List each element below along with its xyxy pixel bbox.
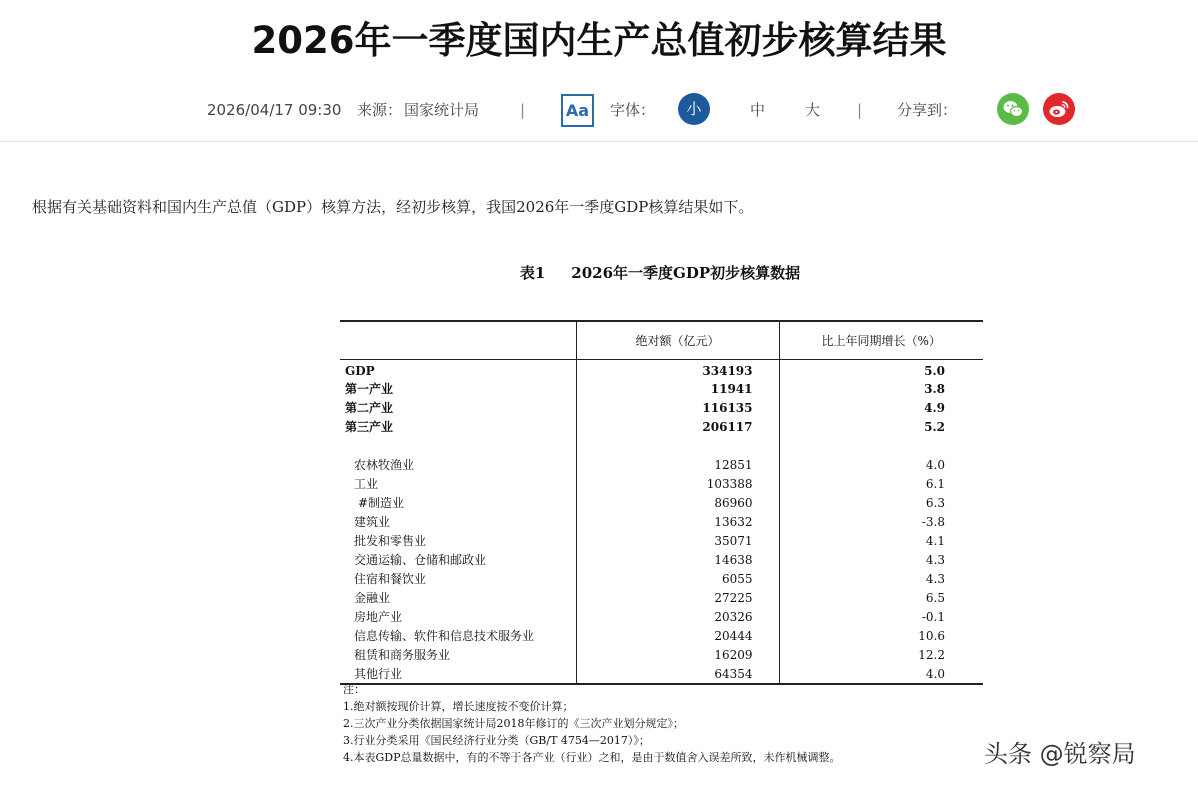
table-row	[340, 418, 983, 437]
row-value: 103388	[576, 475, 779, 494]
table-row	[340, 494, 983, 513]
share-label: 分享到：	[897, 101, 958, 119]
table-row	[340, 627, 983, 646]
table-header-item	[340, 321, 576, 359]
table-caption-number: 表1	[519, 264, 546, 282]
row-name: 房地产业	[354, 610, 403, 624]
row-growth: -3.8	[779, 513, 983, 532]
table-row	[340, 475, 983, 494]
publish-datetime: 2026/04/17 09:30	[207, 101, 342, 119]
row-value: 116135	[576, 399, 779, 418]
row-name: 批发和零售业	[354, 534, 427, 548]
row-growth: 6.1	[779, 475, 983, 494]
watermark: 头条 @锐察局	[984, 740, 1136, 768]
row-name: 农林牧渔业	[354, 458, 415, 472]
table-header-row	[340, 321, 983, 359]
row-value: 11941	[576, 380, 779, 399]
table-header-growth: 比上年同期增长（%）	[779, 321, 983, 359]
table-row	[340, 589, 983, 608]
font-size-medium-button[interactable]: 中	[750, 101, 766, 119]
row-growth: 4.1	[779, 532, 983, 551]
row-name: 第三产业	[345, 420, 394, 434]
row-name: 第二产业	[345, 401, 394, 415]
row-name: 工业	[354, 477, 379, 491]
row-growth: 5.2	[779, 418, 983, 437]
table-row	[340, 570, 983, 589]
row-value: 86960	[576, 494, 779, 513]
row-growth: 4.0	[779, 665, 983, 684]
row-value: 14638	[576, 551, 779, 570]
article-intro: 根据有关基础资料和国内生产总值（GDP）核算方法，经初步核算，我国2026年一季度GDP核算结果如下。	[32, 198, 754, 216]
row-value: 20444	[576, 627, 779, 646]
table-notes	[343, 681, 841, 766]
wechat-share-button[interactable]	[997, 93, 1029, 125]
table-row	[340, 456, 983, 475]
row-value: 64354	[576, 665, 779, 684]
row-value: 20326	[576, 608, 779, 627]
row-name: 住宿和餐饮业	[354, 572, 427, 586]
row-value: 206117	[576, 418, 779, 437]
table-row	[340, 551, 983, 570]
weibo-icon	[1043, 93, 1075, 125]
table-header-value: 绝对额（亿元）	[576, 321, 779, 359]
table-row	[340, 399, 983, 418]
row-growth: 4.3	[779, 570, 983, 589]
row-name: #制造业	[358, 496, 405, 510]
font-size-label: 字体：	[610, 101, 656, 119]
table-row	[340, 532, 983, 551]
page-title: 2026年一季度国内生产总值初步核算结果	[251, 19, 947, 62]
font-size-small-button[interactable]: 小	[678, 93, 710, 125]
source-label: 来源：	[357, 101, 403, 119]
row-growth: 6.5	[779, 589, 983, 608]
article-meta-bar	[0, 90, 1198, 130]
row-value: 27225	[576, 589, 779, 608]
table-row	[340, 513, 983, 532]
row-growth: 5.0	[779, 359, 983, 380]
row-name: 金融业	[354, 591, 391, 605]
row-value: 334193	[576, 359, 779, 380]
table-spacer-row	[340, 437, 983, 456]
meta-separator: |	[520, 101, 526, 119]
weibo-share-button[interactable]	[1043, 93, 1075, 125]
row-name: 信息传输、软件和信息技术服务业	[354, 629, 535, 643]
note-line: 2.三次产业分类依据国家统计局2018年修订的《三次产业划分规定》；	[343, 717, 684, 730]
row-name: 租赁和商务服务业	[354, 648, 451, 662]
font-size-aa-icon[interactable]: Aa	[561, 94, 594, 127]
source-name: 国家统计局	[404, 101, 480, 119]
table-caption	[0, 262, 1198, 283]
row-growth: 4.0	[779, 456, 983, 475]
row-name: 交通运输、仓储和邮政业	[354, 553, 487, 567]
note-line: 1.绝对额按现价计算，增长速度按不变价计算；	[343, 700, 574, 713]
row-name: 建筑业	[354, 515, 391, 529]
row-growth: 4.3	[779, 551, 983, 570]
row-growth: 10.6	[779, 627, 983, 646]
table-row	[340, 646, 983, 665]
note-line: 4.本表GDP总量数据中，有的不等于各产业（行业）之和，是由于数值舍入误差所致，未作机械调整。	[343, 751, 841, 764]
row-growth: 12.2	[779, 646, 983, 665]
row-growth: 6.3	[779, 494, 983, 513]
meta-separator: |	[857, 101, 863, 119]
font-size-large-button[interactable]: 大	[805, 101, 821, 119]
table-row	[340, 359, 983, 380]
row-growth: -0.1	[779, 608, 983, 627]
gdp-table	[340, 320, 983, 685]
row-name: GDP	[345, 363, 375, 378]
table-caption-title: 2026年一季度GDP初步核算数据	[571, 264, 801, 282]
row-value: 13632	[576, 513, 779, 532]
row-value: 6055	[576, 570, 779, 589]
row-value: 16209	[576, 646, 779, 665]
wechat-icon	[997, 93, 1029, 125]
row-growth: 3.8	[779, 380, 983, 399]
note-line: 注：	[343, 683, 365, 696]
table-row	[340, 608, 983, 627]
table-row	[340, 380, 983, 399]
header-divider	[0, 141, 1198, 142]
row-value: 35071	[576, 532, 779, 551]
row-growth: 4.9	[779, 399, 983, 418]
row-value: 12851	[576, 456, 779, 475]
row-name: 第一产业	[345, 382, 394, 396]
note-line: 3.行业分类采用《国民经济行业分类（GB/T 4754—2017）》；	[343, 734, 650, 747]
row-name: 其他行业	[340, 665, 576, 684]
